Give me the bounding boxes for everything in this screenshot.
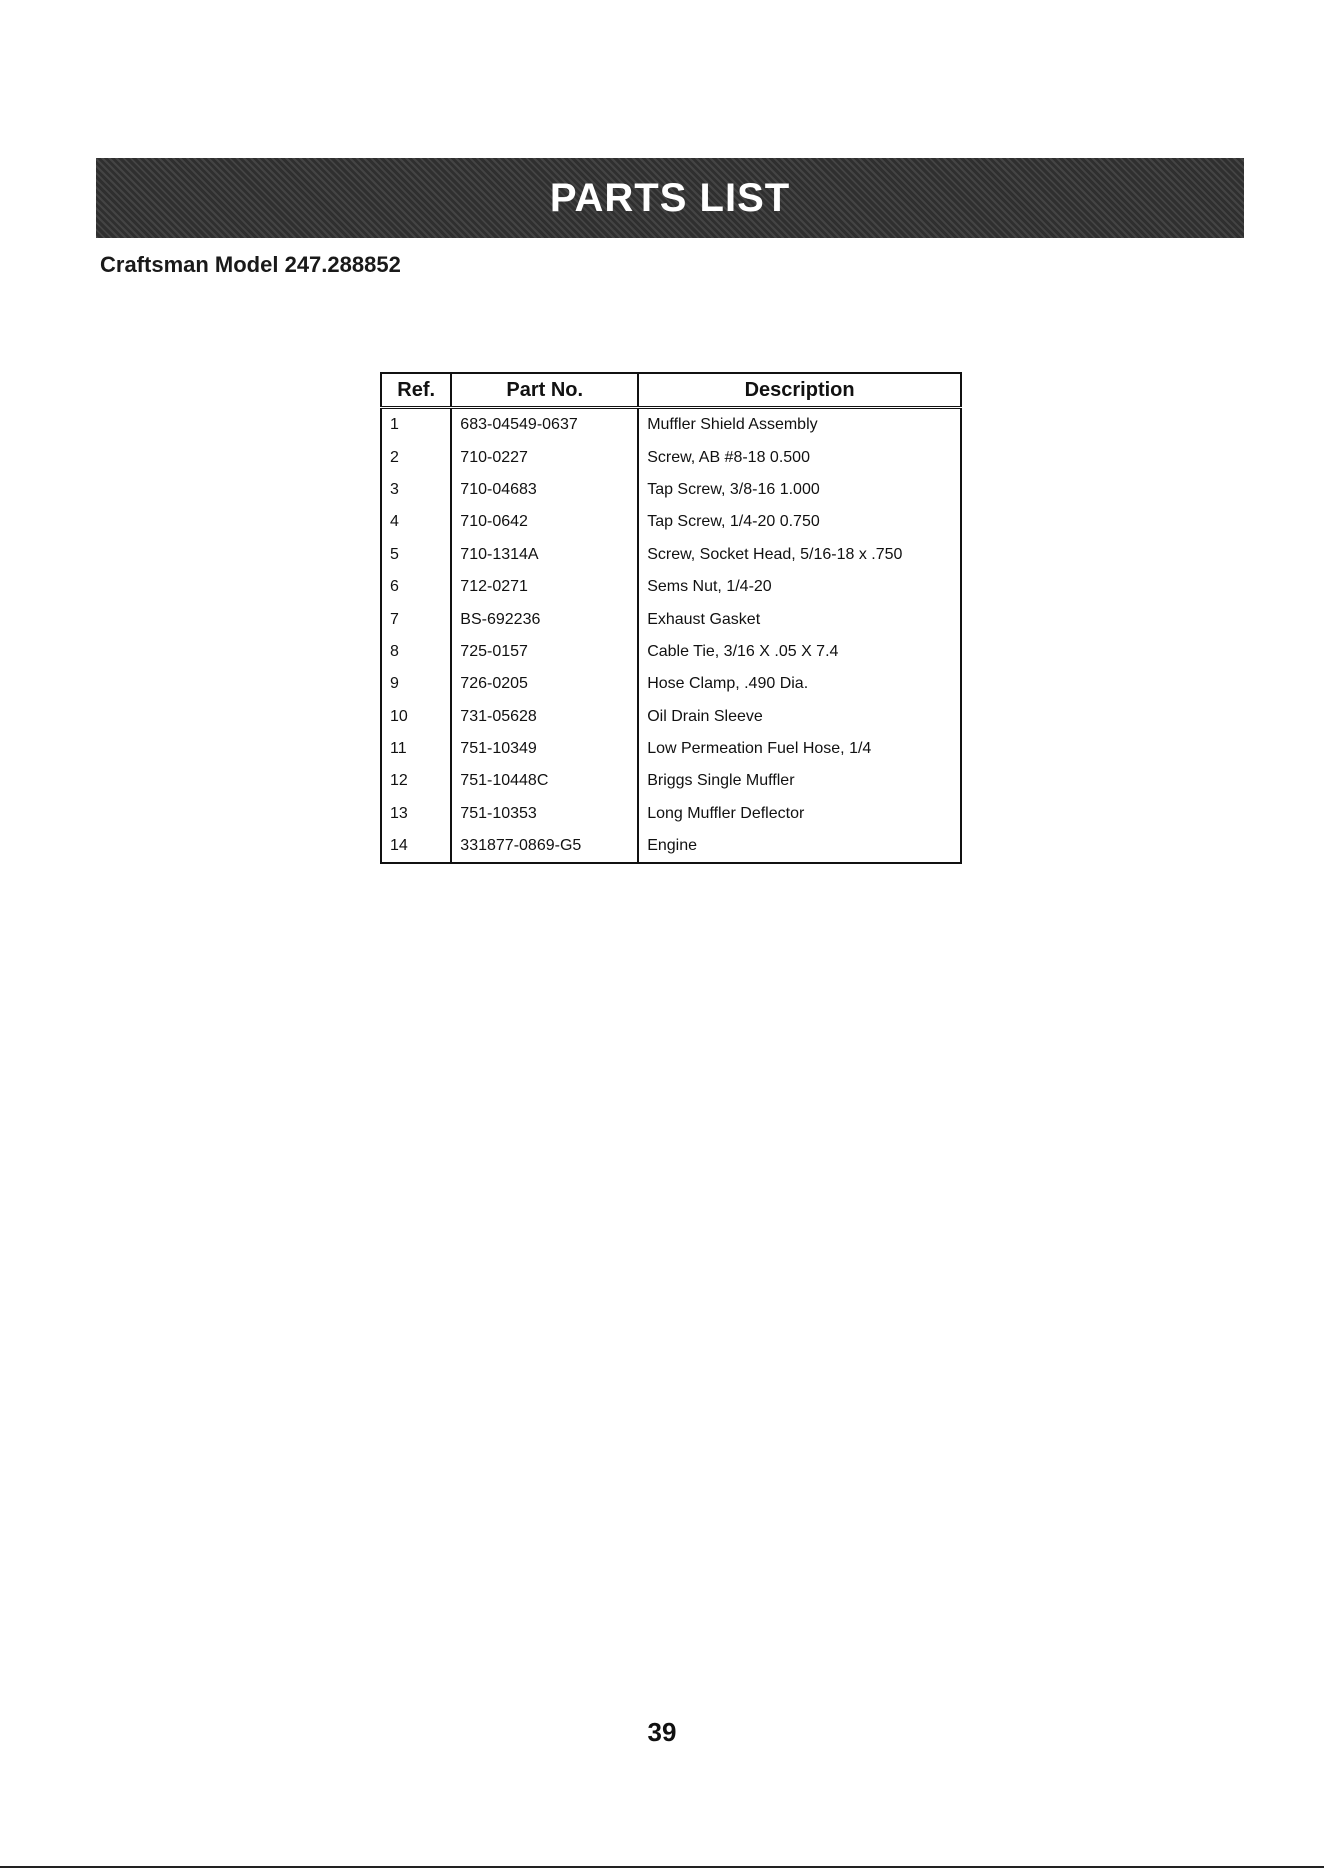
ref-cell: 8 — [390, 642, 399, 660]
table-row — [381, 636, 961, 668]
description-cell: Cable Tie, 3/16 X .05 X 7.4 — [638, 636, 961, 668]
description-cell: Oil Drain Sleeve — [638, 701, 961, 733]
model-heading: Craftsman Model 247.288852 — [100, 252, 401, 277]
ref-cell: 7 — [390, 610, 399, 628]
description-cell: Engine — [638, 830, 961, 863]
ref-cell: 11 — [390, 740, 407, 758]
description-cell: Briggs Single Muffler — [638, 765, 961, 797]
header-row — [381, 373, 961, 408]
table-row — [381, 474, 961, 506]
part-number-cell: BS-692236 — [451, 603, 638, 635]
part-number-cell: 751-10353 — [451, 798, 638, 830]
bottom-divider — [0, 1866, 1324, 1868]
description-cell: Screw, Socket Head, 5/16-18 x .750 — [638, 539, 961, 571]
ref-cell: 6 — [390, 578, 399, 596]
description-cell: Tap Screw, 3/8-16 1.000 — [638, 474, 961, 506]
part-number-cell: 712-0271 — [451, 571, 638, 603]
table-row — [381, 506, 961, 538]
table-row — [381, 798, 961, 830]
part-number-cell: 710-0227 — [451, 441, 638, 473]
ref-cell: 4 — [390, 513, 399, 531]
part-number-cell: 751-10349 — [451, 733, 638, 765]
part-number-cell: 710-0642 — [451, 506, 638, 538]
page-number: 39 — [647, 1717, 677, 1747]
table-row — [381, 603, 961, 635]
ref-cell: 10 — [390, 707, 408, 725]
part-number-cell: 331877-0869-G5 — [451, 830, 638, 863]
ref-cell: 1 — [390, 416, 399, 434]
ref-cell: 9 — [390, 675, 399, 693]
part-number-cell: 710-04683 — [451, 474, 638, 506]
part-number-cell: 725-0157 — [451, 636, 638, 668]
ref-cell: 2 — [390, 448, 399, 466]
part-number-cell: 710-1314A — [451, 539, 638, 571]
parts-table-header — [381, 373, 961, 408]
table-row — [381, 441, 961, 473]
table-row — [381, 765, 961, 797]
ref-cell: 14 — [390, 837, 408, 855]
part-number-cell: 731-05628 — [451, 701, 638, 733]
parts-list-banner — [96, 158, 1244, 238]
description-cell: Hose Clamp, .490 Dia. — [638, 668, 961, 700]
ref-cell: 3 — [390, 480, 399, 498]
description-cell: Exhaust Gasket — [638, 603, 961, 635]
table-row — [381, 539, 961, 571]
table-row — [381, 701, 961, 733]
ref-cell: 5 — [390, 545, 399, 563]
page-title: PARTS LIST — [549, 175, 791, 220]
description-cell: Screw, AB #8-18 0.500 — [638, 441, 961, 473]
part-number-cell: 683-04549-0637 — [451, 408, 638, 442]
description-cell: Muffler Shield Assembly — [638, 408, 961, 442]
part-number-cell: 751-10448C — [451, 765, 638, 797]
description-cell: Sems Nut, 1/4-20 — [638, 571, 961, 603]
ref-cell: 13 — [390, 804, 408, 822]
table-row — [381, 668, 961, 700]
column-header-ref: Ref. — [381, 373, 451, 408]
parts-table — [380, 372, 962, 864]
part-number-cell: 726-0205 — [451, 668, 638, 700]
parts-table-body — [381, 408, 961, 864]
description-cell: Tap Screw, 1/4-20 0.750 — [638, 506, 961, 538]
ref-cell: 12 — [390, 772, 408, 790]
table-row — [381, 571, 961, 603]
column-header-part-no: Part No. — [451, 373, 638, 408]
table-row — [381, 733, 961, 765]
table-row — [381, 408, 961, 442]
column-header-description: Description — [638, 373, 961, 408]
description-cell: Low Permeation Fuel Hose, 1/4 — [638, 733, 961, 765]
table-row — [381, 830, 961, 863]
description-cell: Long Muffler Deflector — [638, 798, 961, 830]
